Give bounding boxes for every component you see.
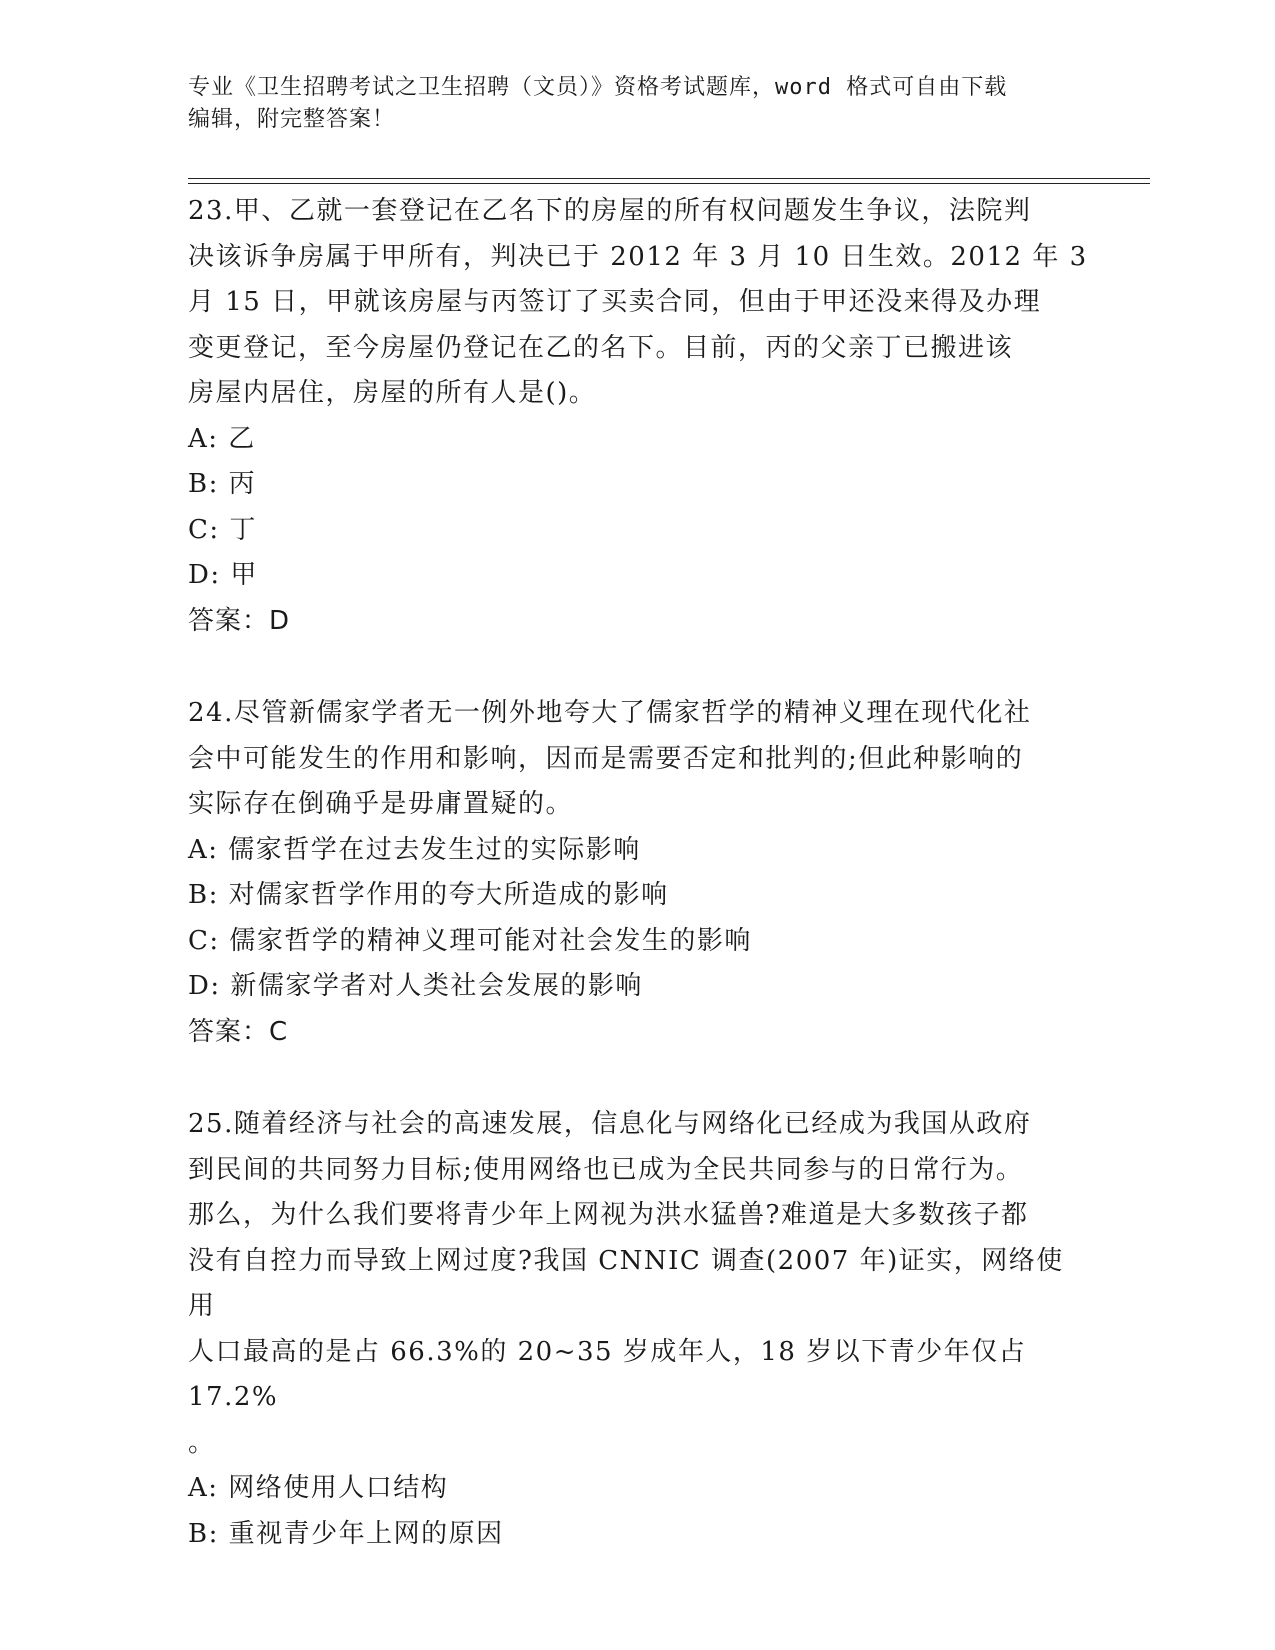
header-line-2: 编辑，附完整答案！ xyxy=(188,107,396,132)
option-b: B: 对儒家哲学作用的夸大所造成的影响 xyxy=(188,880,669,910)
question-24 xyxy=(188,691,1088,1055)
question-line: 房屋内居住，房屋的所有人是()。 xyxy=(188,378,597,408)
option-b: B: 丙 xyxy=(188,469,257,499)
question-line: 到民间的共同努力目标;使用网络也已成为全民共同参与的日常行为。 xyxy=(188,1154,1024,1185)
option-d: D: 新儒家学者对人类社会发展的影响 xyxy=(188,971,643,1001)
question-line: 决该诉争房属于甲所有，判决已于 2012 年 3 月 10 日生效。2012 年 3 xyxy=(188,241,1088,272)
option-d: D: 甲 xyxy=(188,560,258,590)
option-c: C: 儒家哲学的精神义理可能对社会发生的影响 xyxy=(188,925,752,956)
answer-line: 答案：D xyxy=(188,605,291,636)
question-list xyxy=(188,189,1088,1557)
question-line: 23.甲、乙就一套登记在乙名下的房屋的所有权问题发生争议，法院判 xyxy=(188,196,1032,226)
option-a: A: 网络使用人口结构 xyxy=(188,1473,449,1503)
question-25 xyxy=(188,1102,1088,1557)
question-line: 25.随着经济与社会的高速发展，信息化与网络化已经成为我国从政府 xyxy=(188,1109,1032,1139)
header-divider-top xyxy=(188,178,1150,179)
question-line: 24.尽管新儒家学者无一例外地夸大了儒家哲学的精神义理在现代化社 xyxy=(188,698,1032,728)
header-divider-bottom xyxy=(188,183,1150,184)
spacer xyxy=(188,644,1088,691)
option-c: C: 丁 xyxy=(188,514,257,545)
option-b: B: 重视青少年上网的原因 xyxy=(188,1518,504,1549)
question-line: 人口最高的是占 66.3%的 20~35 岁成年人，18 岁以下青少年仅占 17.2% xyxy=(188,1336,1027,1412)
question-line: 那么，为什么我们要将青少年上网视为洪水猛兽?难道是大多数孩子都 xyxy=(188,1200,1029,1230)
header-line-1: 专业《卫生招聘考试之卫生招聘（文员）》资格考试题库，word 格式可自由下载 xyxy=(188,75,1008,100)
option-a: A: 乙 xyxy=(188,423,256,454)
answer-line: 答案：C xyxy=(188,1016,289,1047)
question-line: 实际存在倒确乎是毋庸置疑的。 xyxy=(188,789,574,819)
spacer xyxy=(188,1055,1088,1102)
question-line: 会中可能发生的作用和影响，因而是需要否定和批判的;但此种影响的 xyxy=(188,743,1024,774)
question-line: 变更登记，至今房屋仍登记在乙的名下。目前，丙的父亲丁已搬进该 xyxy=(188,332,1014,363)
question-line: 月 15 日，甲就该房屋与丙签订了买卖合同，但由于甲还没来得及办理 xyxy=(188,287,1042,317)
question-23 xyxy=(188,189,1088,644)
document-header xyxy=(188,72,1068,136)
option-a: A: 儒家哲学在过去发生过的实际影响 xyxy=(188,834,641,865)
question-line: 。 xyxy=(188,1427,216,1458)
question-line: 没有自控力而导致上网过度?我国 CNNIC 调查(2007 年)证实，网络使用 xyxy=(188,1245,1064,1321)
